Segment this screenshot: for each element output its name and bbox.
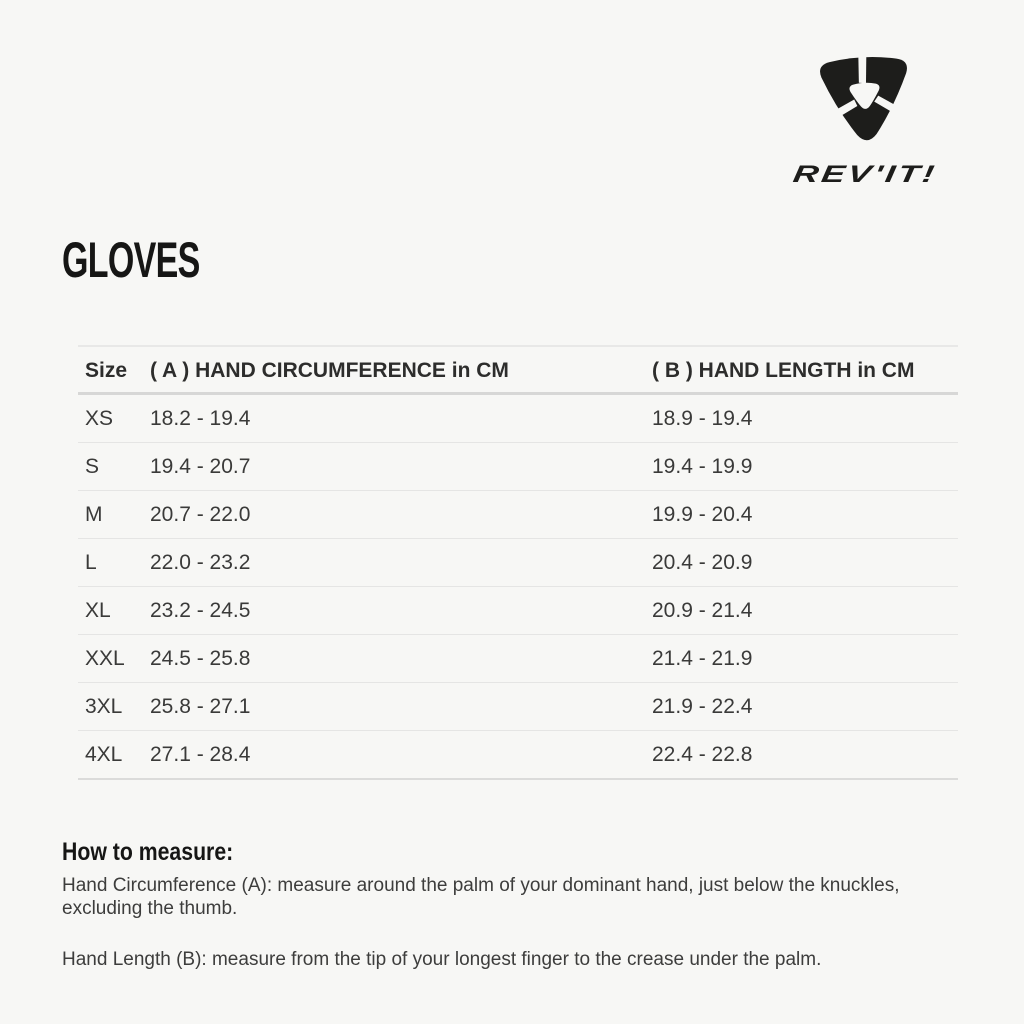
circumference-cell: 18.2 - 19.4 xyxy=(150,394,650,443)
table-header-row xyxy=(78,346,958,394)
length-cell: 20.9 - 21.4 xyxy=(650,587,958,635)
table-row xyxy=(78,683,958,731)
size-cell: XXL xyxy=(78,635,150,683)
table-row xyxy=(78,731,958,780)
column-header-hand-length: ( B ) HAND LENGTH in CM xyxy=(650,346,958,394)
glove-size-table xyxy=(78,345,958,780)
size-cell: XS xyxy=(78,394,150,443)
size-cell: 3XL xyxy=(78,683,150,731)
circumference-cell: 23.2 - 24.5 xyxy=(150,587,650,635)
brand-logo xyxy=(786,54,944,189)
table-row xyxy=(78,587,958,635)
circumference-cell: 22.0 - 23.2 xyxy=(150,539,650,587)
length-cell: 21.9 - 22.4 xyxy=(650,683,958,731)
size-cell: XL xyxy=(78,587,150,635)
length-cell: 19.4 - 19.9 xyxy=(650,443,958,491)
table-row xyxy=(78,443,958,491)
how-to-measure-heading: How to measure: xyxy=(62,838,234,866)
table-row xyxy=(78,394,958,443)
circumference-cell: 27.1 - 28.4 xyxy=(150,731,650,780)
page-title: GLOVES xyxy=(62,232,200,288)
length-cell: 19.9 - 20.4 xyxy=(650,491,958,539)
size-cell: S xyxy=(78,443,150,491)
circumference-cell: 25.8 - 27.1 xyxy=(150,683,650,731)
circumference-cell: 24.5 - 25.8 xyxy=(150,635,650,683)
length-cell: 18.9 - 19.4 xyxy=(650,394,958,443)
brand-logo-text: REV'IT! xyxy=(791,161,939,188)
size-cell: L xyxy=(78,539,150,587)
column-header-hand-circumference: ( A ) HAND CIRCUMFERENCE in CM xyxy=(150,346,650,394)
size-cell: M xyxy=(78,491,150,539)
length-cell: 20.4 - 20.9 xyxy=(650,539,958,587)
circumference-cell: 19.4 - 20.7 xyxy=(150,443,650,491)
size-cell: 4XL xyxy=(78,731,150,780)
table-row xyxy=(78,539,958,587)
column-header-size: Size xyxy=(78,346,150,394)
hand-length-instruction: Hand Length (B): measure from the tip of your longest finger to the crease under the palm. xyxy=(62,949,822,970)
circumference-cell: 20.7 - 22.0 xyxy=(150,491,650,539)
hand-circumference-instruction: Hand Circumference (A): measure around the palm of your dominant hand, just below the knuckles, excluding the thumb. xyxy=(62,875,900,919)
length-cell: 21.4 - 21.9 xyxy=(650,635,958,683)
table-row xyxy=(78,635,958,683)
revit-logo-icon xyxy=(812,54,918,155)
table-row xyxy=(78,491,958,539)
length-cell: 22.4 - 22.8 xyxy=(650,731,958,780)
